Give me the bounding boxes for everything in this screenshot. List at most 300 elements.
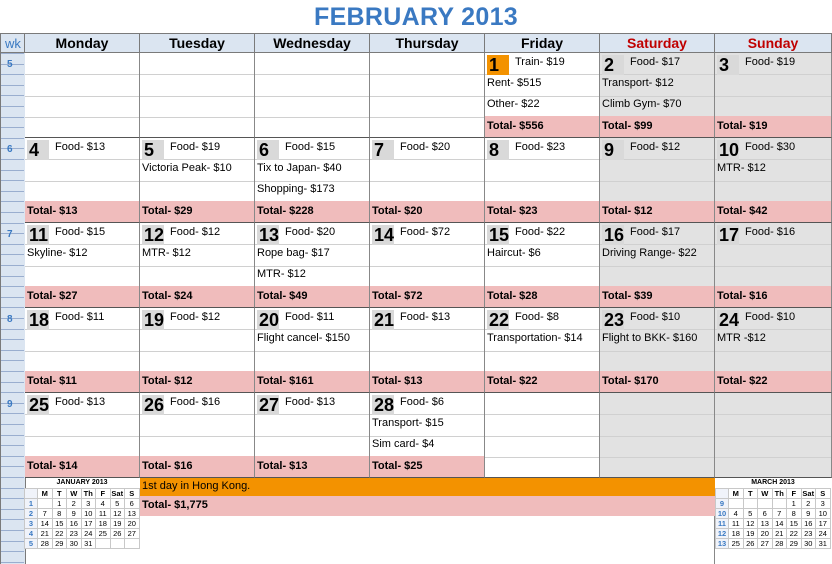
mini-week-number: 11 (716, 519, 729, 529)
mini-date (110, 539, 125, 549)
mini-date: 12 (110, 509, 125, 519)
week-column-rule (1, 339, 24, 340)
day-total: Total- $42 (715, 201, 831, 222)
day-cell (370, 138, 485, 223)
day-total: Total- $27 (25, 286, 139, 307)
expense-item: Food- $22 (515, 226, 566, 238)
day-total: Total- $11 (25, 371, 139, 392)
mini-date (96, 539, 111, 549)
mini-calendar-march (715, 478, 831, 549)
week-column-rule (1, 254, 24, 255)
cell-rule (255, 96, 370, 97)
day-cell (140, 138, 255, 223)
mini-day-head: S (125, 489, 140, 499)
day-cell (370, 393, 485, 478)
expense-item: Food- $12 (170, 226, 221, 238)
day-header-monday: Monday (24, 33, 140, 53)
expense-item: Rent- $515 (487, 77, 542, 89)
cell-rule (255, 117, 370, 118)
week-column-rule (1, 138, 24, 139)
week-column-rule (1, 445, 24, 446)
date-number: 18 (29, 310, 50, 330)
cell-rule (25, 436, 140, 437)
cell-rule (715, 414, 832, 415)
mini-week-number: 4 (25, 529, 38, 539)
expense-item: Food- $12 (170, 311, 221, 323)
mini-date: 16 (801, 519, 816, 529)
mini-date: 15 (52, 519, 67, 529)
expense-item: MTR -$12 (717, 332, 766, 344)
expense-item: Food- $10 (630, 311, 681, 323)
day-cell (485, 308, 600, 393)
mini-day-head: T (52, 489, 67, 499)
day-cell (485, 223, 600, 308)
day-cell (25, 223, 140, 308)
day-total: Total- $39 (600, 286, 714, 307)
expense-item: Transport- $12 (602, 77, 674, 89)
week-column-rule (1, 456, 24, 457)
cell-rule (485, 96, 600, 97)
mini-week-number: 9 (716, 499, 729, 509)
week-column-rule (1, 509, 24, 510)
mini-date: 13 (758, 519, 773, 529)
day-total: Total- $16 (715, 286, 831, 307)
expense-item: Food- $20 (285, 226, 336, 238)
day-header-thursday: Thursday (369, 33, 485, 53)
date-number: 25 (29, 395, 50, 415)
day-cell (600, 308, 715, 393)
day-cell (25, 53, 140, 138)
day-cell (600, 138, 715, 223)
expense-item: Food- $13 (400, 311, 451, 323)
mini-date: 19 (743, 529, 758, 539)
date-number: 24 (719, 310, 740, 330)
week-number: 8 (7, 314, 13, 325)
mini-date: 7 (38, 509, 53, 519)
week-column-rule (1, 435, 24, 436)
cell-rule (485, 414, 600, 415)
expense-item: Food- $30 (745, 141, 796, 153)
day-cell (25, 138, 140, 223)
mini-date: 18 (96, 519, 111, 529)
day-total: Total- $556 (485, 116, 599, 137)
week-column-rule (1, 297, 24, 298)
cell-rule (370, 436, 485, 437)
expense-item: Food- $10 (745, 311, 796, 323)
cell-rule (255, 74, 370, 75)
mini-week-number: 2 (25, 509, 38, 519)
mini-day-head: F (96, 489, 111, 499)
day-cell (600, 393, 715, 478)
mini-date: 6 (758, 509, 773, 519)
mini-date: 17 (81, 519, 96, 529)
mini-day-head: W (758, 489, 773, 499)
day-cell (600, 53, 715, 138)
mini-date: 25 (96, 529, 111, 539)
week-column-rule (1, 117, 24, 118)
week-column-rule (1, 307, 24, 308)
cell-rule (485, 351, 600, 352)
mini-calendar-table (24, 488, 140, 549)
date-number: 2 (602, 55, 624, 75)
day-header-friday: Friday (484, 33, 600, 53)
mini-date: 1 (787, 499, 802, 509)
mini-date: 29 (787, 539, 802, 549)
week-column-rule (1, 562, 24, 563)
expense-item: Food- $11 (285, 311, 335, 323)
week-column-rule (1, 477, 24, 478)
date-number: 10 (719, 140, 740, 160)
mini-date: 13 (125, 509, 140, 519)
mini-date (729, 499, 744, 509)
cell-rule (25, 181, 140, 182)
day-total: Total- $49 (255, 286, 369, 307)
expense-item: Transportation- $14 (487, 332, 583, 344)
date-number: 27 (259, 395, 280, 415)
mini-day-head: M (38, 489, 53, 499)
expense-item: Food- $13 (55, 396, 106, 408)
day-total: Total- $13 (25, 201, 139, 222)
cell-rule (600, 436, 715, 437)
cell-rule (600, 414, 715, 415)
mini-date: 8 (52, 509, 67, 519)
day-total: Total- $12 (140, 371, 254, 392)
expense-item: Food- $20 (400, 141, 451, 153)
day-header-sunday: Sunday (714, 33, 832, 53)
week-column-rule (1, 519, 24, 520)
day-total: Total- $170 (600, 371, 714, 392)
cell-rule (485, 266, 600, 267)
expense-item: Train- $19 (515, 56, 565, 68)
expense-item: Shopping- $173 (257, 183, 335, 195)
cell-rule (140, 351, 255, 352)
cell-rule (140, 266, 255, 267)
cell-rule (370, 117, 485, 118)
mini-date: 22 (52, 529, 67, 539)
cell-rule (715, 266, 832, 267)
mini-date: 26 (743, 539, 758, 549)
mini-calendar-title: JANUARY 2013 (56, 479, 108, 486)
day-cell (715, 53, 832, 138)
expense-item: Transport- $15 (372, 417, 444, 429)
week-column-rule (1, 551, 24, 552)
expense-item: Other- $22 (487, 98, 540, 110)
mini-date: 15 (787, 519, 802, 529)
mini-date: 29 (52, 539, 67, 549)
week-column-rule (1, 127, 24, 128)
mini-date: 11 (729, 519, 744, 529)
day-total: Total- $28 (485, 286, 599, 307)
cell-rule (255, 436, 370, 437)
day-cell (25, 393, 140, 478)
week-column-rule (1, 541, 24, 542)
week-header: wk (0, 33, 26, 53)
date-number: 1 (487, 55, 509, 75)
cell-rule (25, 74, 140, 75)
day-total: Total- $16 (140, 456, 254, 477)
date-number: 17 (719, 225, 740, 245)
mini-week-head (716, 489, 729, 499)
cell-rule (370, 266, 485, 267)
week-column-rule (1, 180, 24, 181)
mini-week-number: 13 (716, 539, 729, 549)
expense-item: Climb Gym- $70 (602, 98, 682, 110)
day-cell (485, 393, 600, 478)
week-column-rule (1, 106, 24, 107)
mini-date: 20 (758, 529, 773, 539)
cell-rule (370, 181, 485, 182)
mini-date: 30 (67, 539, 82, 549)
mini-date: 14 (38, 519, 53, 529)
mini-date: 31 (816, 539, 831, 549)
week-column-rule (1, 530, 24, 531)
date-number: 15 (489, 225, 510, 245)
day-total: Total- $29 (140, 201, 254, 222)
date-number: 7 (372, 140, 394, 160)
week-column-rule (1, 74, 24, 75)
mini-date: 27 (125, 529, 140, 539)
mini-date (125, 539, 140, 549)
date-number: 22 (489, 310, 510, 330)
cell-rule (255, 181, 370, 182)
week-column-rule (1, 392, 24, 393)
mini-date: 2 (67, 499, 82, 509)
day-cell (255, 53, 370, 138)
date-number: 6 (257, 140, 279, 160)
expense-item: Tix to Japan- $40 (257, 162, 342, 174)
day-cell (255, 393, 370, 478)
mini-week-head (25, 489, 38, 499)
day-cell (255, 138, 370, 223)
week-column-rule (1, 350, 24, 351)
mini-date: 23 (801, 529, 816, 539)
week-column-rule (1, 244, 24, 245)
day-total: Total- $72 (370, 286, 484, 307)
date-number: 21 (374, 310, 395, 330)
expense-item: Haircut- $6 (487, 247, 541, 259)
cell-rule (485, 436, 600, 437)
expense-item: MTR- $12 (142, 247, 191, 259)
date-number: 20 (259, 310, 280, 330)
cell-rule (600, 457, 715, 458)
week-column-rule (1, 424, 24, 425)
week-number: 6 (7, 144, 13, 155)
cell-rule (25, 266, 140, 267)
day-cell (715, 223, 832, 308)
mini-date: 23 (67, 529, 82, 539)
expense-item: Food- $23 (515, 141, 566, 153)
cell-rule (140, 436, 255, 437)
cell-rule (715, 181, 832, 182)
expense-item: Victoria Peak- $10 (142, 162, 232, 174)
expense-item: Flight cancel- $150 (257, 332, 350, 344)
cell-rule (25, 96, 140, 97)
mini-day-head: Th (81, 489, 96, 499)
cell-rule (600, 351, 715, 352)
day-total: Total- $19 (715, 116, 831, 137)
expense-item: Flight to BKK- $160 (602, 332, 698, 344)
mini-week-number: 5 (25, 539, 38, 549)
day-total: Total- $99 (600, 116, 714, 137)
mini-date: 27 (758, 539, 773, 549)
day-header-tuesday: Tuesday (139, 33, 255, 53)
expense-item: Rope bag- $17 (257, 247, 330, 259)
week-column-rule (1, 85, 24, 86)
week-column-rule (1, 286, 24, 287)
mini-day-head: Sat (111, 489, 124, 498)
mini-day-head: M (729, 489, 744, 499)
day-cell (485, 138, 600, 223)
date-number: 11 (29, 225, 49, 245)
day-cell (255, 223, 370, 308)
cell-rule (485, 457, 600, 458)
mini-date: 9 (67, 509, 82, 519)
day-total: Total- $14 (25, 456, 139, 477)
cell-rule (715, 96, 832, 97)
day-total: Total- $22 (485, 371, 599, 392)
expense-item: Food- $16 (745, 226, 796, 238)
cell-rule (485, 181, 600, 182)
expense-item: Driving Range- $22 (602, 247, 697, 259)
week-column-rule (1, 371, 24, 372)
mini-date: 10 (81, 509, 96, 519)
week-number: 7 (7, 229, 13, 240)
mini-calendar-table (715, 488, 831, 549)
day-total: Total- $20 (370, 201, 484, 222)
mini-date: 2 (801, 499, 816, 509)
cell-rule (25, 351, 140, 352)
expense-item: Food- $11 (55, 311, 105, 323)
week-column-rule (1, 360, 24, 361)
mini-date: 31 (81, 539, 96, 549)
mini-date: 26 (110, 529, 125, 539)
week-column-rule (1, 212, 24, 213)
day-cell (140, 223, 255, 308)
day-cell (715, 138, 832, 223)
expense-item: Food- $19 (170, 141, 221, 153)
mini-date (758, 499, 773, 509)
expense-item: Food- $13 (55, 141, 106, 153)
week-column-rule (1, 466, 24, 467)
week-number: 9 (7, 399, 13, 410)
expense-item: Food- $17 (630, 226, 681, 238)
mini-calendar-title: MARCH 2013 (751, 479, 795, 486)
date-number: 4 (27, 140, 49, 160)
cell-rule (370, 74, 485, 75)
week-column-rule (1, 53, 24, 54)
expense-item: Food- $17 (630, 56, 681, 68)
mini-date: 5 (110, 499, 125, 509)
date-number: 3 (717, 55, 739, 75)
day-total: Total- $23 (485, 201, 599, 222)
week-column-rule (1, 223, 24, 224)
expense-item: MTR- $12 (717, 162, 766, 174)
mini-date: 30 (801, 539, 816, 549)
week-column-rule (1, 191, 24, 192)
date-number: 8 (487, 140, 509, 160)
date-number: 23 (604, 310, 625, 330)
mini-day-head: W (67, 489, 82, 499)
mini-date: 10 (816, 509, 831, 519)
mini-date: 8 (787, 509, 802, 519)
mini-date: 1 (52, 499, 67, 509)
cell-rule (140, 74, 255, 75)
mini-date: 22 (787, 529, 802, 539)
mini-date: 11 (96, 509, 111, 519)
cell-rule (600, 96, 715, 97)
week-number: 5 (7, 59, 13, 70)
date-number: 16 (604, 225, 625, 245)
day-cell (715, 393, 832, 478)
mini-day-head: Sat (802, 489, 815, 498)
mini-date: 12 (743, 519, 758, 529)
mini-day-head: Th (772, 489, 787, 499)
cell-rule (600, 181, 715, 182)
day-total: Total- $13 (370, 371, 484, 392)
expense-item: Skyline- $12 (27, 247, 88, 259)
week-column-rule (1, 276, 24, 277)
expense-item: Food- $72 (400, 226, 451, 238)
day-total: Total- $12 (600, 201, 714, 222)
date-number: 14 (374, 225, 395, 245)
day-cell (140, 393, 255, 478)
mini-date: 6 (125, 499, 140, 509)
cell-rule (255, 266, 370, 267)
cell-rule (140, 181, 255, 182)
day-total: Total- $161 (255, 371, 369, 392)
week-column-rule (1, 382, 24, 383)
mini-date: 3 (81, 499, 96, 509)
day-header-saturday: Saturday (599, 33, 715, 53)
mini-date: 3 (816, 499, 831, 509)
day-cell (370, 53, 485, 138)
day-total: Total- $25 (370, 456, 484, 477)
expense-item: Food- $16 (170, 396, 221, 408)
mini-date: 16 (67, 519, 82, 529)
mini-week-number: 12 (716, 529, 729, 539)
date-number: 12 (144, 225, 165, 245)
mini-date: 24 (81, 529, 96, 539)
cell-rule (600, 266, 715, 267)
week-column-rule (1, 413, 24, 414)
month-title: FEBRUARY 2013 (314, 3, 518, 31)
cell-rule (370, 351, 485, 352)
mini-day-head: F (787, 489, 802, 499)
date-number: 26 (144, 395, 165, 415)
date-number: 19 (144, 310, 165, 330)
week-column-rule (1, 329, 24, 330)
date-number: 9 (602, 140, 624, 160)
mini-date: 20 (125, 519, 140, 529)
day-total: Total- $228 (255, 201, 369, 222)
mini-date: 14 (772, 519, 787, 529)
expense-item: Food- $12 (630, 141, 681, 153)
day-cell (25, 308, 140, 393)
mini-week-number: 3 (25, 519, 38, 529)
cell-rule (715, 457, 832, 458)
expense-item: Food- $15 (285, 141, 336, 153)
mini-date: 9 (801, 509, 816, 519)
expense-item: Food- $6 (400, 396, 445, 408)
day-cell (370, 223, 485, 308)
cell-rule (370, 96, 485, 97)
mini-date: 21 (772, 529, 787, 539)
expense-item: Food- $13 (285, 396, 336, 408)
day-cell (140, 53, 255, 138)
mini-date: 24 (816, 529, 831, 539)
mini-date: 18 (729, 529, 744, 539)
mini-date: 4 (96, 499, 111, 509)
